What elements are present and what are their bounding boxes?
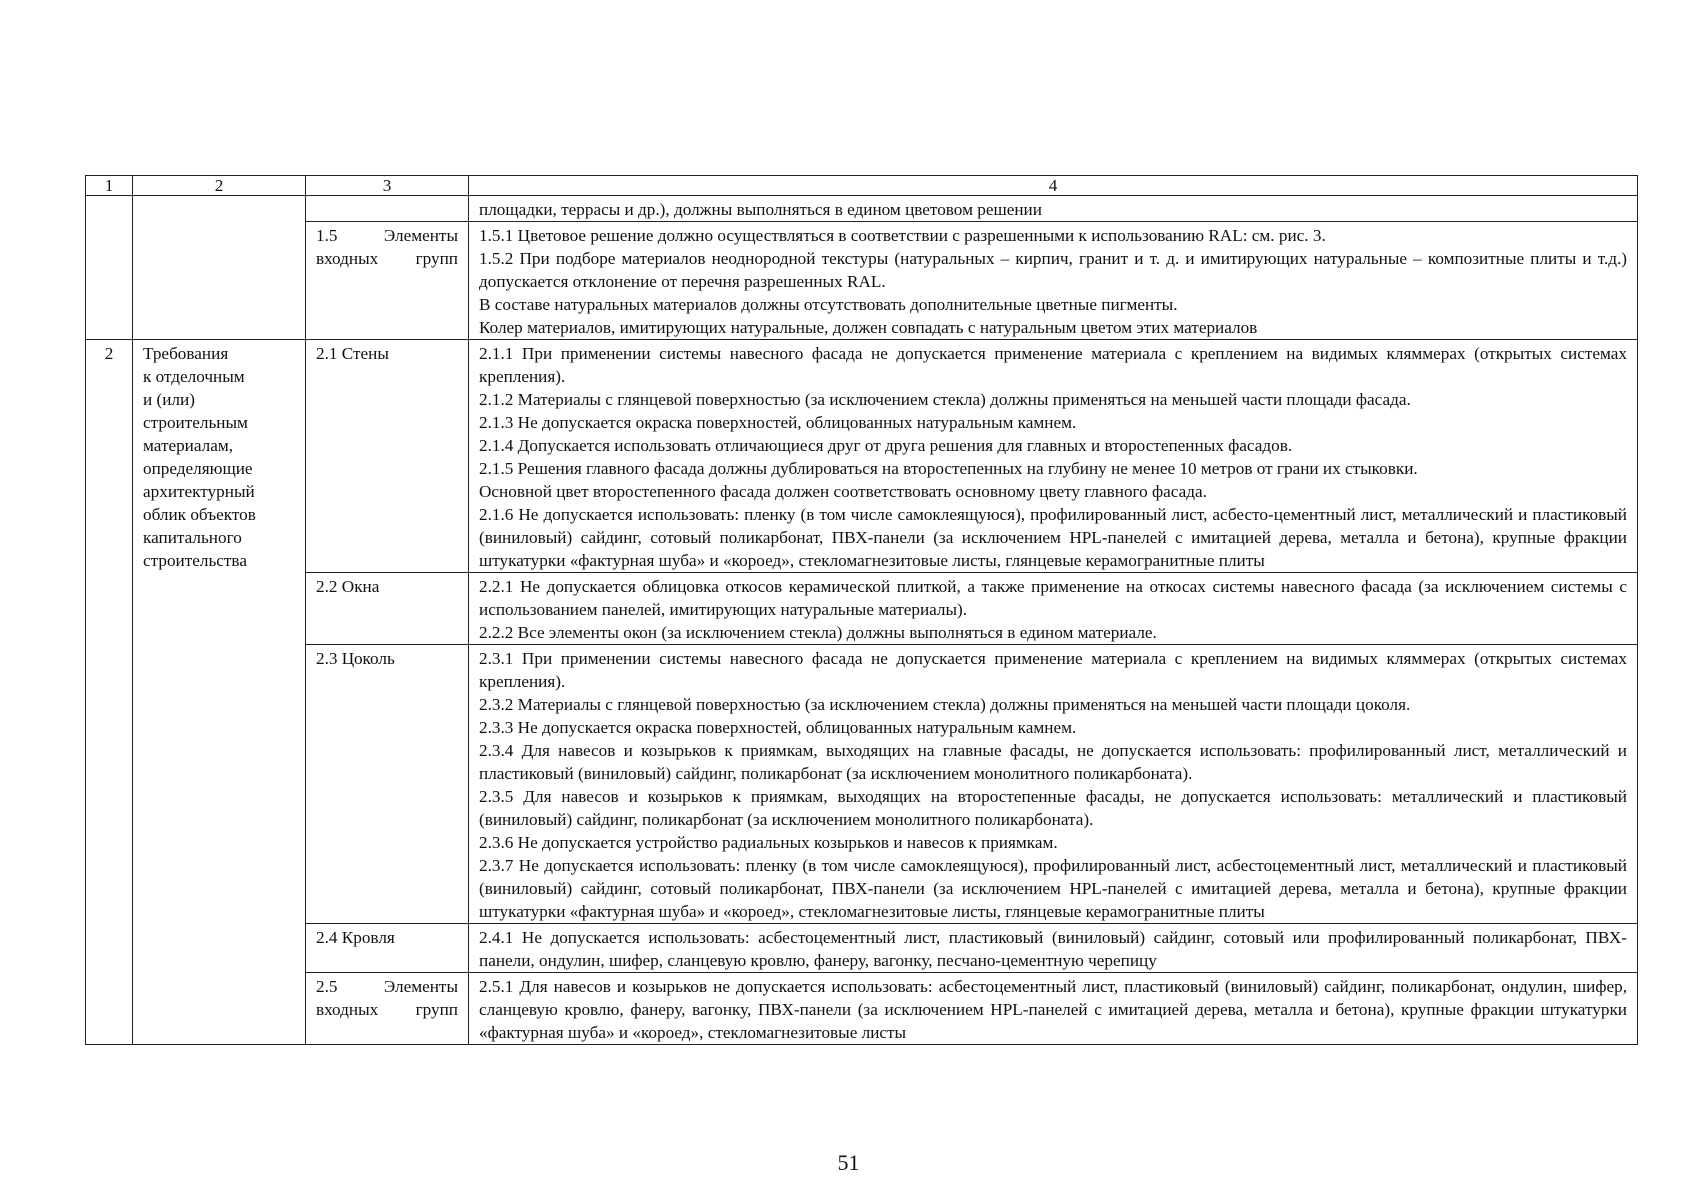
column-number-row: [86, 176, 1638, 196]
requirements-text: [469, 924, 1638, 973]
table-row: [86, 924, 1638, 973]
requirements-table: [85, 175, 1638, 1045]
requirements-text: [469, 222, 1638, 340]
table-row: [86, 645, 1638, 924]
requirement-paragraph: 2.3.5 Для навесов и козырьков к приямкам, выходящих на второстепенные фасады, не допускается использовать: металлический и пластиковый (виниловый) сайдинг, поликарбонат (за исключением монолитного поликарбоната).: [479, 787, 1627, 829]
subsection-label: 1.5 Элементы входных групп: [306, 222, 469, 340]
continuation-text: площадки, террасы и др.), должны выполняться в едином цветовом решении: [469, 196, 1638, 222]
section-title-line: строительства: [143, 551, 247, 570]
table-row: [86, 973, 1638, 1045]
subsection-label: 2.1 Стены: [306, 340, 469, 573]
section-number-cell-empty: [86, 196, 133, 340]
section-title-line: архитектурный: [143, 482, 255, 501]
requirements-text: [469, 645, 1638, 924]
requirement-paragraph: 2.3.1 При применении системы навесного фасада не допускается применение материала с креплением на видимых кляммерах (открытых системах крепления).: [479, 649, 1627, 691]
requirement-paragraph: 2.3.2 Материалы с глянцевой поверхностью (за исключением стекла) должны применяться на меньшей части площади цоколя.: [479, 695, 1411, 714]
section-title-line: определяющие: [143, 459, 253, 478]
requirement-paragraph: Колер материалов, имитирующих натуральные, должен совпадать с натуральным цветом этих материалов: [479, 318, 1258, 337]
requirement-paragraph: 2.3.6 Не допускается устройство радиальных козырьков и навесов к приямкам.: [479, 833, 1058, 852]
requirement-paragraph: 2.1.5 Решения главного фасада должны дублироваться на второстепенных на глубину не менее 10 метров от грани их стыковки.: [479, 459, 1418, 478]
column-header-4: 4: [469, 176, 1638, 196]
requirements-text: [469, 973, 1638, 1045]
requirement-paragraph: В составе натуральных материалов должны отсутствовать дополнительные цветные пигменты.: [479, 295, 1178, 314]
requirement-paragraph: 2.3.3 Не допускается окраска поверхностей, облицованных натуральным камнем.: [479, 718, 1077, 737]
requirement-paragraph: 1.5.1 Цветовое решение должно осуществляться в соответствии с разрешенными к использованию RAL: см. рис. 3.: [479, 226, 1326, 245]
requirement-paragraph: 2.1.1 При применении системы навесного фасада не допускается применение материала с креплением на видимых кляммерах (открытых системах крепления).: [479, 344, 1627, 386]
column-header-3: 3: [306, 176, 469, 196]
section-title: [133, 340, 306, 1045]
requirements-text: [469, 340, 1638, 573]
continuation-row: [86, 196, 1638, 222]
section-title-line: материалам,: [143, 436, 234, 455]
section-title-line: Требования: [143, 344, 229, 363]
subsection-label: 2.3 Цоколь: [306, 645, 469, 924]
section-title-line: к отделочным: [143, 367, 245, 386]
requirement-paragraph: Основной цвет второстепенного фасада должен соответствовать основному цвету главного фасада.: [479, 482, 1207, 501]
requirement-paragraph: 2.4.1 Не допускается использовать: асбестоцементный лист, пластиковый (виниловый) сайдинг, сотовый или профилированный поликарбонат, ПВХ-панели, ондулин, шифер, сланцевую кровлю, фанеру, вагонку, песчано-цементную черепицу: [479, 928, 1627, 970]
requirement-paragraph: 2.1.3 Не допускается окраска поверхностей, облицованных натуральным камнем.: [479, 413, 1077, 432]
requirement-paragraph: 2.5.1 Для навесов и козырьков не допускается использовать: асбестоцементный лист, пластиковый (виниловый) сайдинг, поликарбонат, ондулин, шифер, сланцевую кровлю, фанеру, вагонку, ПВХ-панели (за исключением HPL-панелей с имитацией дерева, металла и бетона), крупные фракции штукатурки «фактурная шуба» и «короед», стекломагнезитовые листы: [479, 977, 1627, 1042]
section-title-line: облик объектов: [143, 505, 256, 524]
section-title-cell-empty: [133, 196, 306, 340]
requirement-paragraph: 2.2.1 Не допускается облицовка откосов керамической плиткой, а также применение на откосах системы навесного фасада (за исключением системы с использованием панелей, имитирующих натуральные материалы).: [479, 577, 1627, 619]
page-number: 51: [837, 1150, 860, 1175]
requirement-paragraph: 2.1.6 Не допускается использовать: пленку (в том числе самоклеящуюся), профилированный лист, асбесто-цементный лист, металлический и пластиковый (виниловый) сайдинг, сотовый поликарбонат, ПВХ-панели (за исключением HPL-панелей с имитацией дерева, металла и бетона), крупные фракции штукатурки «фактурная шуба» и «короед», стекломагнезитовые листы, глянцевые керамогранитные плиты: [479, 505, 1627, 570]
subsection-label: 2.5 Элементы входных групп: [306, 973, 469, 1045]
subsection-cell-empty: [306, 196, 469, 222]
section-title-line: капитального: [143, 528, 242, 547]
column-header-2: 2: [133, 176, 306, 196]
requirement-paragraph: 2.2.2 Все элементы окон (за исключением стекла) должны выполняться в едином материале.: [479, 623, 1157, 642]
requirement-paragraph: 2.3.7 Не допускается использовать: пленку (в том числе самоклеящуюся), профилированный лист, асбестоцементный лист, металлический и пластиковый (виниловый) сайдинг, сотовый поликарбонат, ПВХ-панели (за исключением HPL-панелей с имитацией дерева, металла и бетона), крупные фракции штукатурки «фактурная шуба» и «короед», стекломагнезитовые листы, глянцевые керамогранитные плиты: [479, 856, 1627, 921]
requirements-text: [469, 573, 1638, 645]
table-row: [86, 340, 1638, 573]
requirement-paragraph: 1.5.2 При подборе материалов неоднородной текстуры (натуральных – кирпич, гранит и т. д. и имитирующих натуральные – композитные плиты и т.д.) допускается отклонение от перечня разрешенных RAL.: [479, 249, 1627, 291]
section-title-line: и (или): [143, 390, 195, 409]
table-row: [86, 573, 1638, 645]
subsection-label: 2.2 Окна: [306, 573, 469, 645]
requirement-paragraph: 2.1.2 Материалы с глянцевой поверхностью (за исключением стекла) должны применяться на меньшей части площади фасада.: [479, 390, 1411, 409]
column-header-1: 1: [86, 176, 133, 196]
requirement-paragraph: 2.1.4 Допускается использовать отличающиеся друг от друга решения для главных и второстепенных фасадов.: [479, 436, 1293, 455]
subsection-label: 2.4 Кровля: [306, 924, 469, 973]
requirement-paragraph: 2.3.4 Для навесов и козырьков к приямкам, выходящих на главные фасады, не допускается использовать: профилированный лист, металлический и пластиковый (виниловый) сайдинг, поликарбонат (за исключением монолитного поликарбоната).: [479, 741, 1627, 783]
table-row: [86, 222, 1638, 340]
section-title-line: строительным: [143, 413, 248, 432]
section-number: 2: [86, 340, 133, 1045]
